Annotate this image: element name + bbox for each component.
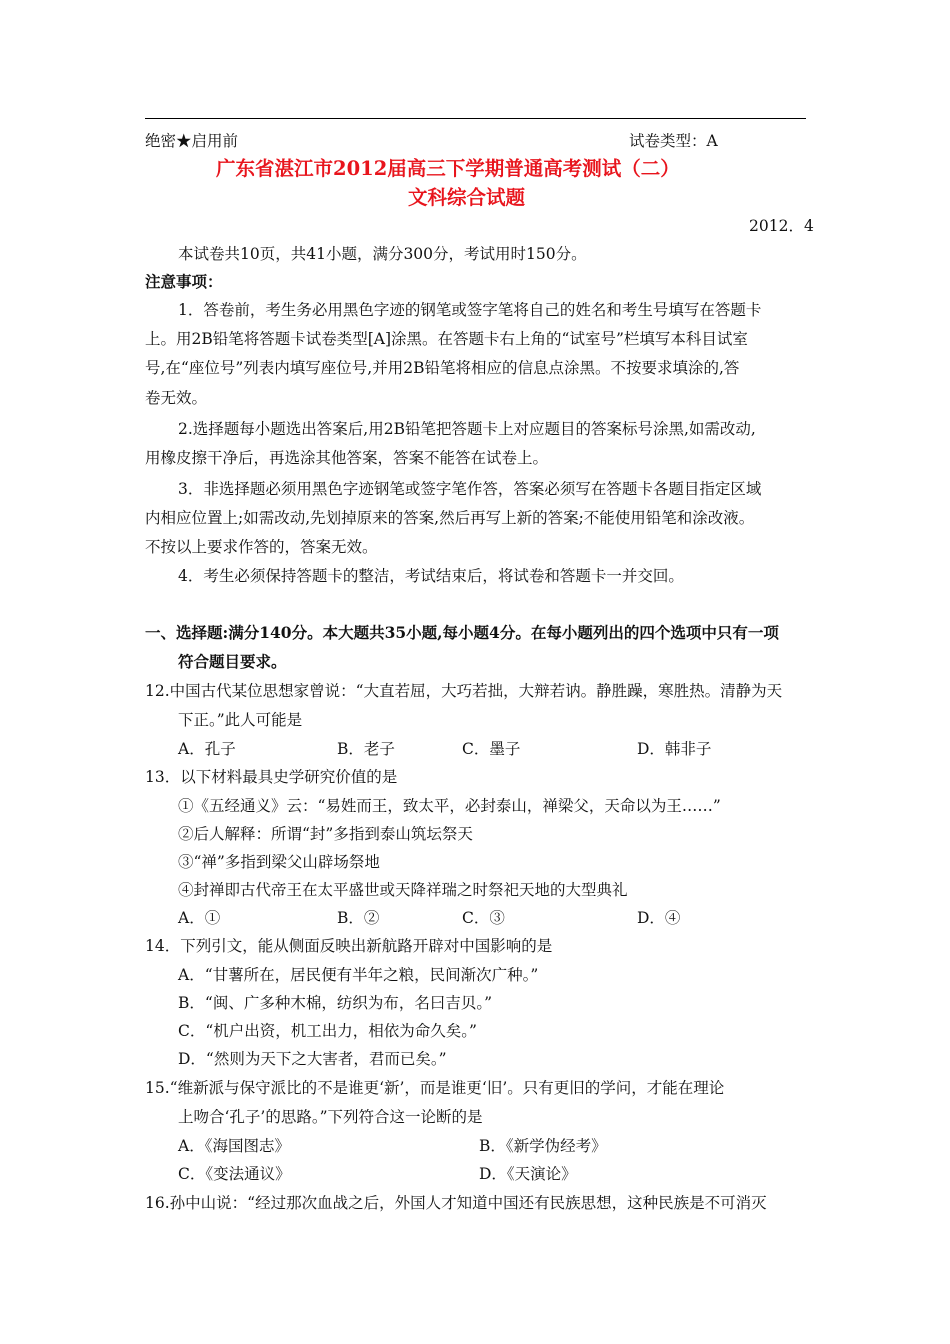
question-13-stem: 13．以下材料最具史学研究价值的是 xyxy=(145,768,398,786)
option-c: C．“机户出资，机工出力，相依为命久矣。” xyxy=(178,1022,477,1040)
exam-date: 2012．4 xyxy=(749,217,814,235)
paper-type: 试卷类型：A xyxy=(629,132,718,150)
section-heading: 一、选择题:满分140分。本大题共35小题,每小题4分。在每小题列出的四个选项中只有一项 xyxy=(145,623,779,642)
option-b: B．“闽、广多种木棉，纺织为布，名曰吉贝。” xyxy=(178,994,492,1012)
option-d: D．④ xyxy=(637,909,681,927)
exam-subtitle: 文科综合试题 xyxy=(408,186,526,209)
option-a: A．“甘薯所在，居民便有半年之粮，民间渐次广种。” xyxy=(178,966,539,984)
material-1: ①《五经通义》云：“易姓而王，致太平，必封泰山，禅梁父，天命以为王……” xyxy=(178,797,721,815)
section-heading-cont: 符合题目要求。 xyxy=(178,652,287,671)
option-a: A．孔子 xyxy=(178,740,236,758)
option-c: C．墨子 xyxy=(462,740,521,758)
option-d: D．韩非子 xyxy=(637,740,712,758)
option-a: A．① xyxy=(178,909,221,927)
material-2: ②后人解释：所谓“封”多指到泰山筑坛祭天 xyxy=(178,825,473,843)
option-b: B．老子 xyxy=(337,740,395,758)
question-15-stem: 15.“维新派与保守派比的不是谁更‘新’，而是谁更‘旧’。只有更旧的学问，才能在理论 xyxy=(145,1079,725,1097)
notice-line: 3．非选择题必须用黑色字迹钢笔或签字笔作答，答案必须写在答题卡各题目指定区域 xyxy=(178,480,762,498)
option-c: C．《变法通议》 xyxy=(178,1165,291,1183)
option-d: D．《天演论》 xyxy=(479,1165,577,1183)
top-rule xyxy=(145,118,806,119)
question-12-stem: 12.中国古代某位思想家曾说：“大直若屈，大巧若拙，大辩若讷。静胜躁，寒胜热。清静为天 xyxy=(145,682,783,700)
notice-line: 上。用2B铅笔将答题卡试卷类型[A]涂黑。在答题卡右上角的“试室号”栏填写本科目试室 xyxy=(145,330,748,348)
option-c: C．③ xyxy=(462,909,505,927)
confidential-label: 绝密★启用前 xyxy=(145,132,239,150)
option-b: B．《新学伪经考》 xyxy=(479,1137,607,1155)
exam-title: 广东省湛江市2012届高三下学期普通高考测试（二） xyxy=(216,157,680,180)
material-3: ③“禅”多指到梁父山辟场祭地 xyxy=(178,853,380,871)
notice-line: 卷无效。 xyxy=(145,389,208,407)
notice-line: 内相应位置上;如需改动,先划掉原来的答案,然后再写上新的答案;不能使用铅笔和涂改液。 xyxy=(145,509,755,527)
material-4: ④封禅即古代帝王在太平盛世或天降祥瑞之时祭祀天地的大型典礼 xyxy=(178,881,628,899)
notice-line: 4．考生必须保持答题卡的整洁，考试结束后，将试卷和答题卡一并交回。 xyxy=(178,567,684,585)
option-b: B．② xyxy=(337,909,380,927)
notice-heading: 注意事项： xyxy=(145,272,223,291)
notice-line: 用橡皮擦干净后，再选涂其他答案，答案不能答在试卷上。 xyxy=(145,449,549,467)
question-16-stem: 16.孙中山说：“经过那次血战之后，外国人才知道中国还有民族思想，这种民族是不可消灭 xyxy=(145,1194,767,1212)
question-15-stem-cont: 上吻合‘孔子’的思路。”下列符合这一论断的是 xyxy=(178,1108,483,1126)
notice-line: 1．答卷前，考生务必用黑色字迹的钢笔或签字笔将自己的姓名和考生号填写在答题卡 xyxy=(178,301,762,319)
option-a: A．《海国图志》 xyxy=(178,1137,290,1155)
notice-line: 2.选择题每小题选出答案后,用2B铅笔把答题卡上对应题目的答案标号涂黑,如需改动, xyxy=(178,420,756,438)
notice-line: 不按以上要求作答的，答案无效。 xyxy=(145,538,378,556)
option-d: D．“然则为天下之大害者，君而已矣。” xyxy=(178,1050,447,1068)
intro-text: 本试卷共10页，共41小题，满分300分，考试用时150分。 xyxy=(178,245,587,263)
notice-line: 号,在“座位号”列表内填写座位号,并用2B铅笔将相应的信息点涂黑。不按要求填涂的,答 xyxy=(145,359,740,377)
question-12-stem-cont: 下正。”此人可能是 xyxy=(178,711,303,729)
question-14-stem: 14．下列引文，能从侧面反映出新航路开辟对中国影响的是 xyxy=(145,937,553,955)
